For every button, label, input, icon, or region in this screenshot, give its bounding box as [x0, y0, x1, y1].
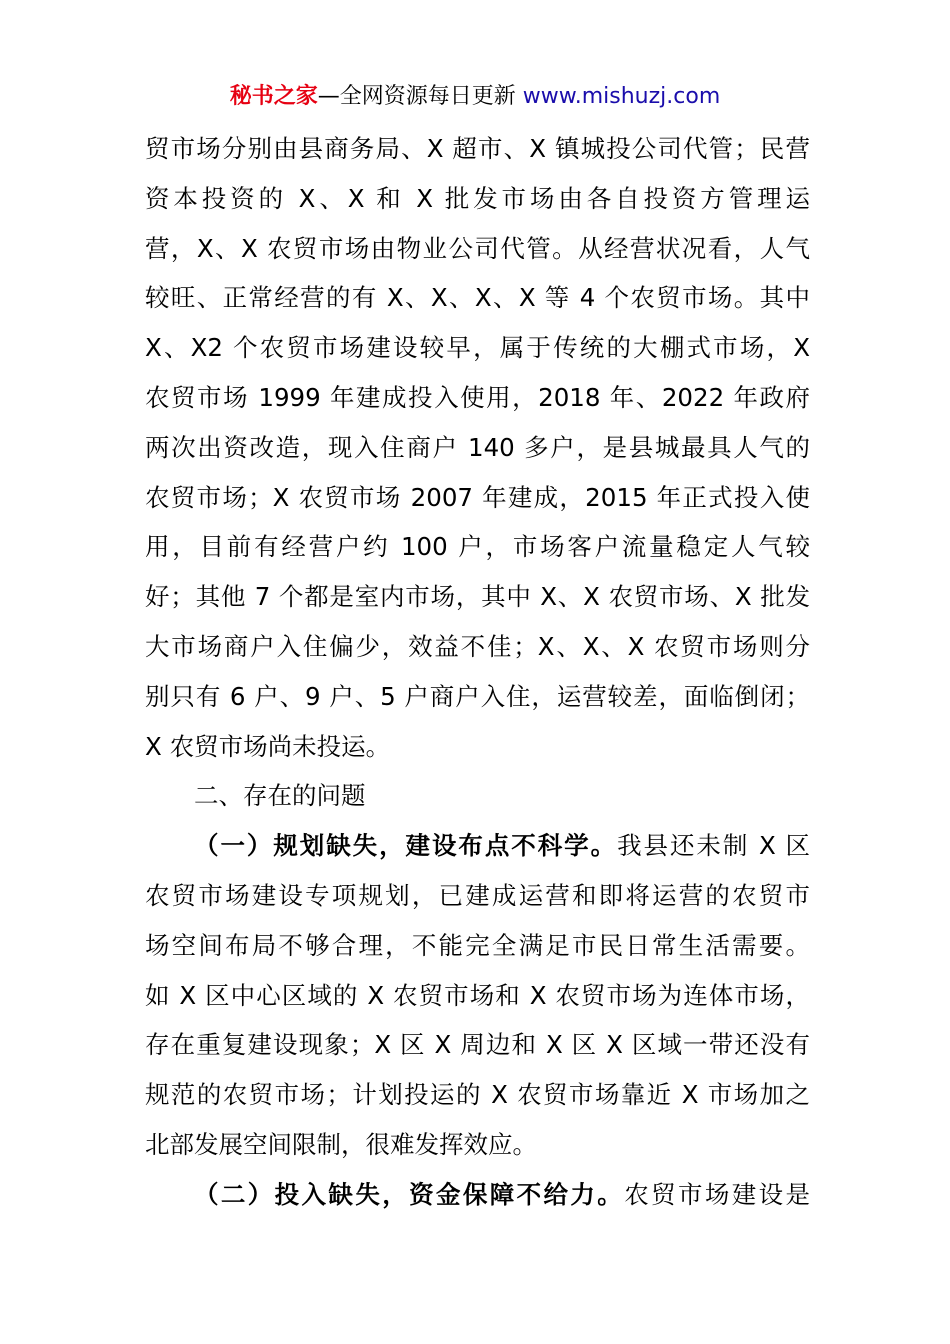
body-line: X 农贸市场尚未投运。	[145, 731, 391, 761]
body-line: 较旺、正常经营的有 X、X、X、X 等 4 个农贸市场。其中	[145, 283, 810, 313]
body-line: 如 X 区中心区域的 X 农贸市场和 X 农贸市场为连体市场，	[145, 980, 810, 1010]
body-line: 农贸市场 1999 年建成投入使用，2018 年、2022 年政府	[145, 382, 810, 412]
paragraph-text: 农贸市场建设是	[624, 1179, 810, 1209]
body-line: 大市场商户入住偏少，效益不佳；X、X、X 农贸市场则分	[145, 631, 810, 661]
body-line: 两次出资改造，现入住商户 140 多户，是县城最具人气的	[145, 432, 810, 462]
body-line: 贸市场分别由县商务局、X 超市、X 镇城投公司代管；民营	[145, 134, 810, 163]
body-line: 规范的农贸市场；计划投运的 X 农贸市场靠近 X 市场加之	[145, 1080, 810, 1110]
document-body	[145, 124, 810, 1220]
body-line: 用，目前有经营户约 100 户，市场客户流量稳定人气较	[145, 532, 810, 562]
paragraph-first-line	[145, 1170, 810, 1220]
body-line: 场空间布局不够合理，不能完全满足市民日常生活需要。	[145, 930, 810, 960]
site-header	[0, 82, 950, 112]
paragraph-first-line	[145, 821, 810, 871]
body-line: 别只有 6 户、9 户、5 户商户入住，运营较差，面临倒闭；	[145, 681, 810, 711]
body-line: X、X2 个农贸市场建设较早，属于传统的大棚式市场，X	[145, 333, 810, 363]
site-brand: 秘书之家	[229, 84, 318, 109]
body-line: 北部发展空间限制，很难发挥效应。	[145, 1129, 537, 1159]
body-line: 好；其他 7 个都是室内市场，其中 X、X 农贸市场、X 批发	[145, 582, 810, 612]
body-line: 资本投资的 X、X 和 X 批发市场由各自投资方管理运	[145, 183, 810, 213]
body-line: 存在重复建设现象；X 区 X 周边和 X 区 X 区域一带还没有	[145, 1030, 810, 1060]
paragraph-heading: （一）规划缺失，建设布点不科学。	[194, 831, 618, 861]
paragraph-heading: （二）投入缺失，资金保障不给力。	[194, 1179, 625, 1209]
body-line: 农贸市场建设专项规划，已建成运营和即将运营的农贸市	[145, 880, 810, 910]
section-heading: 二、存在的问题	[194, 781, 366, 811]
body-line: 农贸市场；X 农贸市场 2007 年建成，2015 年正式投入使	[145, 482, 810, 512]
site-tagline: —全网资源每日更新	[317, 84, 523, 109]
body-line: 营，X、X 农贸市场由物业公司代管。从经营状况看，人气	[145, 233, 810, 263]
site-url-link[interactable]: www.mishuzj.com	[522, 84, 721, 109]
paragraph-text: 我县还未制 X 区	[617, 831, 810, 861]
